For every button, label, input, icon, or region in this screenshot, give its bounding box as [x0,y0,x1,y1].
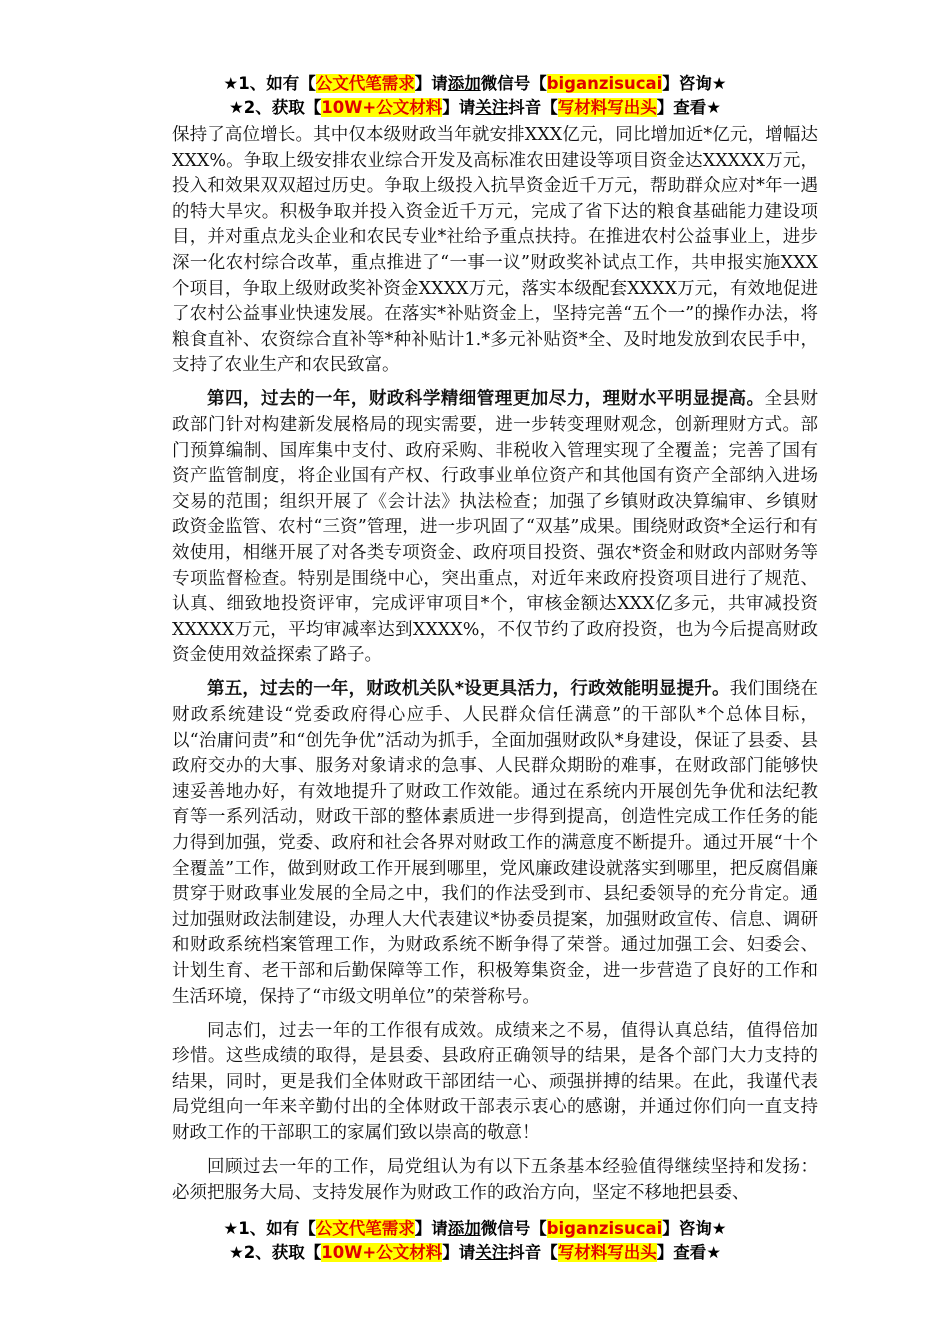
paragraph [172,1155,818,1206]
paragraph-text: 我们围绕在财政系统建设“党委政府得心应手、人民群众信任满意”的干部队*个总体目标，以“治庸问责”和“创先争优”活动为抓手，全面加强财政队*身建设，保证了县委、县政府交办的大事、服务对象请求的急事、人民群众期盼的难事，在财政部门能够快速妥善地办好，有效地提升了财政工作效能。通过在系统内开展创先争优和法纪教育等一系列活动，财政干部的整体素质进一步得到提高，创造性完成工作任务的能力得到加强，党委、政府和社会各界对财政工作的满意度不断提升。通过开展“十个全覆盖”工作，做到财政工作开展到哪里，党风廉政建设就落实到哪里，把反腐倡廉贯穿于财政事业发展的全局之中，我们的作法受到市、县纪委领导的充分肯定。通过加强财政法制建设，办理人大代表建议*协委员提案，加强财政宣传、信息、调研和财政系统档案管理工作，为财政系统不断争得了荣誉。通过加强工会、妇委会、计划生育、老干部和后勤保障等工作，积极筹集资金，进一步营造了良好的工作和生活环境，保持了“市级文明单位”的荣誉称号。 [172,679,819,1007]
banner-text: 抖音【 [508,98,558,117]
paragraph-lead: 第四，过去的一年，财政科学精细管理更加尽力，理财水平明显提高。 [207,389,765,410]
banner-text: 】咨询★ [662,74,727,93]
banner-highlight: biganzisucai [546,74,663,93]
paragraph-text: 全县财政部门针对构建新发展格局的现实需要，进一步转变理财观念，创新理财方式。部门预算编制、国库集中支付、政府采购、非税收入管理实现了全覆盖；完善了国有资产监管制度，将企业国有产权、行政事业单位资产和其他国有资产全部纳入进场交易的范围；组织开展了《会计法》执法检查；加强了乡镇财政决算编审、乡镇财政资金监管、农村“三资”管理，进一步巩固了“双基”成果。围绕财政资*全运行和有效使用，相继开展了对各类专项资金、政府项目投资、强农*资金和财政内部财务等专项监督检查。特别是围绕中心，突出重点，对近年来政府投资项目进行了规范、认真、细致地投资评审，完成评审项目*个，审核金额达XXX亿多元，共审减投资XXXXX万元，平均审减率达到XXXX%，不仅节约了政府投资，也为今后提高财政资金使用效益探索了路子。 [172,389,819,666]
banner-underlined: 添加 [447,74,481,93]
banner-text: 】请 [442,1243,476,1262]
paragraph [172,123,818,379]
banner-text: ★2、获取【 [228,98,322,117]
banner-underlined: 关注 [475,1243,509,1262]
header-banner [0,72,950,120]
banner-underlined: 关注 [475,98,509,117]
banner-text: 】请 [414,1219,448,1238]
paragraph-text: 回顾过去一年的工作，局党组认为有以下五条基本经验值得继续坚持和发扬：必须把服务大局、支持发展作为财政工作的政治方向，坚定不移地把县委、 [172,1157,818,1203]
banner-text: 】查看★ [656,1243,722,1262]
banner-text: 】请 [414,74,448,93]
banner-highlight: 公文代笔需求 [315,1219,415,1238]
banner-line-1 [0,72,950,96]
banner-text: 】查看★ [656,98,722,117]
banner-highlight: biganzisucai [546,1219,663,1238]
banner-text: 抖音【 [508,1243,558,1262]
banner-highlight: 写材料写出头 [557,98,657,117]
document-body [172,123,818,1215]
banner-line-2 [0,1241,950,1265]
banner-line-2 [0,96,950,120]
banner-text: 】请 [442,98,476,117]
banner-highlight: 10W+公文材料 [321,1243,443,1262]
banner-underlined: 添加 [447,1219,481,1238]
banner-text: 】咨询★ [662,1219,727,1238]
paragraph [172,387,818,669]
banner-text: ★1、如有【 [223,74,316,93]
footer-banner [0,1217,950,1265]
paragraph-text: 保持了高位增长。其中仅本级财政当年就安排XXX亿元，同比增加近*亿元，增幅达XXX%。争取上级安排农业综合开发及高标准农田建设等项目资金达XXXXX万元，投入和效果双双超过历史。争取上级投入抗旱资金近千万元，帮助群众应对*年一遇的特大旱灾。积极争取并投入资金近千万元，完成了省下达的粮食基础能力建设项目，并对重点龙头企业和农民专业*社给予重点扶持。在推进农村公益事业上，进步深一化农村综合改革，重点推进了“一事一议”财政奖补试点工作，共申报实施XXX个项目，争取上级财政奖补资金XXXX万元，落实本级配套XXXX万元，有效地促进了农村公益事业快速发展。在落实*补贴资金上，坚持完善“五个一”的操作办法，将粮食直补、农资综合直补等*种补贴计1.*多元补贴资*全、及时地发放到农民手中，支持了农业生产和农民致富。 [172,125,818,376]
banner-text: ★2、获取【 [228,1243,322,1262]
banner-text: 微信号【 [480,1219,547,1238]
paragraph [172,677,818,1010]
banner-highlight: 公文代笔需求 [315,74,415,93]
banner-highlight: 写材料写出头 [557,1243,657,1262]
banner-text: 微信号【 [480,74,547,93]
paragraph-lead: 第五，过去的一年，财政机关队*设更具活力，行政效能明显提升。 [207,679,730,700]
banner-line-1 [0,1217,950,1241]
paragraph-text: 同志们，过去一年的工作很有成效。成绩来之不易，值得认真总结，值得倍加珍惜。这些成绩的取得，是县委、县政府正确领导的结果，是各个部门大力支持的结果，同时，更是我们全体财政干部团结一心、顽强拼搏的结果。在此，我谨代表局党组向一年来辛勤付出的全体财政干部表示衷心的感谢，并通过你们向一直支持财政工作的干部职工的家属们致以崇高的敬意！ [172,1020,818,1144]
banner-text: ★1、如有【 [223,1219,316,1238]
banner-highlight: 10W+公文材料 [321,98,443,117]
paragraph [172,1019,818,1147]
